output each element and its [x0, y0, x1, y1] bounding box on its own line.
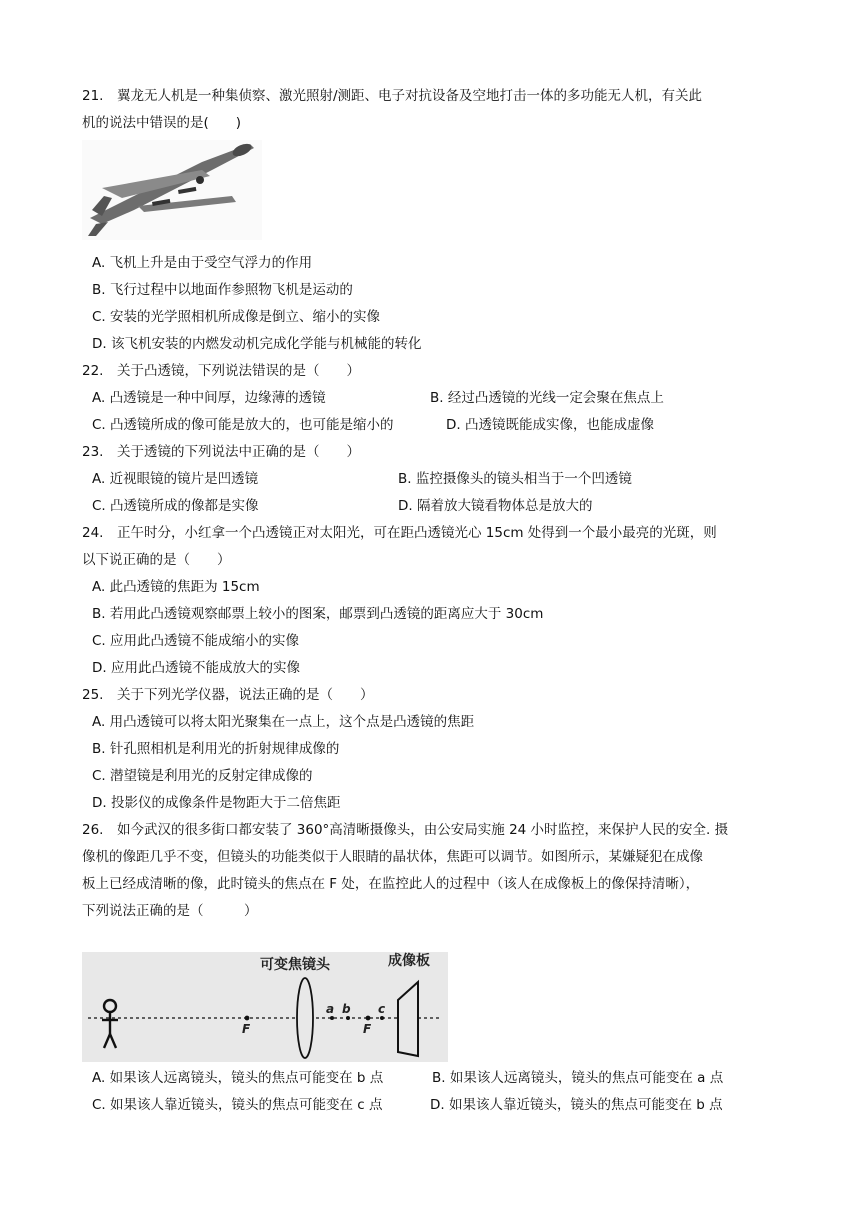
q24-option-d: D. 应用此凸透镜不能成放大的实像 [92, 660, 300, 676]
q22-option-b: B. 经过凸透镜的光线一定会聚在焦点上 [430, 390, 664, 406]
board-label: 成像板 [388, 953, 430, 969]
q21-option-a: A. 飞机上升是由于受空气浮力的作用 [92, 255, 313, 271]
q24-option-a: A. 此凸透镜的焦距为 15cm [92, 579, 260, 595]
q23-option-b: B. 监控摄像头的镜头相当于一个凹透镜 [398, 471, 632, 487]
q26-option-a: A. 如果该人远离镜头，镜头的焦点可能变在 b 点 [92, 1070, 384, 1086]
q26-stem-line4: 下列说法正确的是（ ） [82, 903, 258, 919]
q21-option-c: C. 安装的光学照相机所成像是倒立、缩小的实像 [92, 309, 381, 325]
q26-stem-line1: 26. 如今武汉的很多街口都安装了 360°高清晰摄像头，由公安局实施 24 小时监控，来保护人民的安全. 摄 [82, 822, 729, 838]
convex-lens [297, 978, 313, 1058]
q22-option-d: D. 凸透镜既能成实像，也能成虚像 [446, 417, 654, 433]
point-f-left: F [242, 1022, 251, 1036]
point-c: c [378, 1002, 386, 1016]
q23-option-d: D. 隔着放大镜看物体总是放大的 [398, 498, 593, 514]
q24-stem-line2: 以下说正确的是（ ） [82, 552, 231, 568]
q26-option-c: C. 如果该人靠近镜头，镜头的焦点可能变在 c 点 [92, 1097, 383, 1113]
q21-stem-line2: 机的说法中错误的是( ) [82, 115, 242, 131]
q22-option-c: C. 凸透镜所成的像可能是放大的，也可能是缩小的 [92, 417, 394, 433]
q25-option-d: D. 投影仪的成像条件是物距大于二倍焦距 [92, 795, 341, 811]
q22-stem: 22. 关于凸透镜，下列说法错误的是（ ） [82, 363, 360, 379]
q23-option-c: C. 凸透镜所成的像都是实像 [92, 498, 259, 514]
q25-option-c: C. 潜望镜是利用光的反射定律成像的 [92, 768, 313, 784]
drone-image [82, 140, 262, 240]
q26-stem-line3: 板上已经成清晰的像，此时镜头的焦点在 F 处，在监控此人的过程中（该人在成像板上的像保持清晰）， [82, 876, 700, 892]
point-a: a [326, 1002, 335, 1016]
q21-option-b: B. 飞行过程中以地面作参照物飞机是运动的 [92, 282, 353, 298]
q25-option-b: B. 针孔照相机是利用光的折射规律成像的 [92, 741, 340, 757]
q26-option-d: D. 如果该人靠近镜头，镜头的焦点可能变在 b 点 [430, 1097, 723, 1113]
point-b: b [342, 1002, 351, 1016]
q21-option-d: D. 该飞机安装的内燃发动机完成化学能与机械能的转化 [92, 336, 422, 352]
q26-option-b: B. 如果该人远离镜头，镜头的焦点可能变在 a 点 [432, 1070, 724, 1086]
q24-option-b: B. 若用此凸透镜观察邮票上较小的图案，邮票到凸透镜的距离应大于 30cm [92, 606, 544, 622]
q23-option-a: A. 近视眼镜的镜片是凹透镜 [92, 471, 259, 487]
point-f-right: F [363, 1022, 372, 1036]
q25-stem: 25. 关于下列光学仪器，说法正确的是（ ） [82, 687, 374, 703]
q23-stem: 23. 关于透镜的下列说法中正确的是（ ） [82, 444, 360, 460]
q22-option-a: A. 凸透镜是一种中间厚，边缘薄的透镜 [92, 390, 326, 406]
imaging-board [398, 982, 418, 1056]
q24-option-c: C. 应用此凸透镜不能成缩小的实像 [92, 633, 300, 649]
q26-stem-line2: 像机的像距几乎不变，但镜头的功能类似于人眼睛的晶状体，焦距可以调节。如图所示，某嫌疑犯在成像 [82, 849, 703, 865]
q21-stem-line1: 21. 翼龙无人机是一种集侦察、激光照射/测距、电子对抗设备及空地打击一体的多功能无人机，有关此 [82, 88, 703, 104]
lens-diagram [82, 952, 448, 1062]
q24-stem-line1: 24. 正午时分，小红拿一个凸透镜正对太阳光，可在距凸透镜光心 15cm 处得到一个最小最亮的光斑，则 [82, 525, 717, 541]
suspect-figure [102, 1000, 118, 1048]
q25-option-a: A. 用凸透镜可以将太阳光聚集在一点上，这个点是凸透镜的焦距 [92, 714, 475, 730]
lens-label: 可变焦镜头 [260, 957, 330, 973]
